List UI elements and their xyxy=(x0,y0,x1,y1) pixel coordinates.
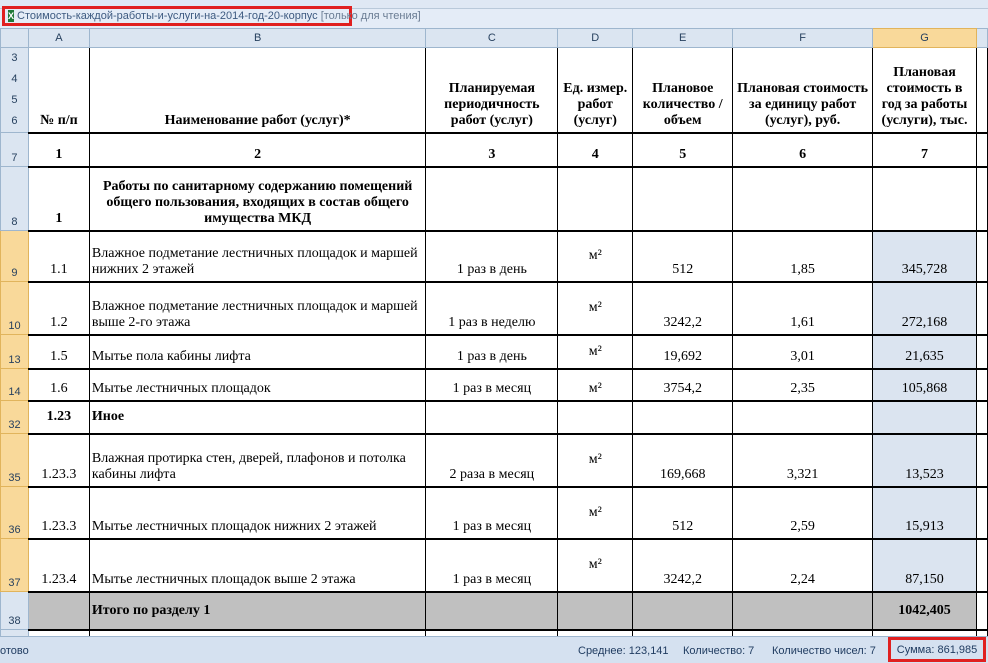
title-bar xyxy=(0,0,988,29)
work-qty[interactable]: 512 xyxy=(633,231,733,282)
work-unit[interactable]: м² xyxy=(558,369,633,401)
total-value[interactable]: 1042,405 xyxy=(873,592,977,630)
work-unit[interactable]: м² xyxy=(558,487,633,539)
work-qty[interactable]: 169,668 xyxy=(633,434,733,487)
row-header[interactable]: 36 xyxy=(1,487,29,539)
work-price[interactable]: 1,61 xyxy=(733,282,873,335)
workbook-name: Стоимость-каждой-работы-и-услуги-на-2014-год-20-корпус xyxy=(17,10,318,22)
row-header[interactable]: 10 xyxy=(1,282,29,335)
header-name[interactable]: Наименование работ (услуг)* xyxy=(89,48,425,133)
work-price[interactable]: 3,321 xyxy=(733,434,873,487)
col-number[interactable]: 1 xyxy=(28,133,89,167)
work-unit[interactable]: м² xyxy=(558,539,633,592)
header-unit[interactable]: Ед. измер. работ (услуг) xyxy=(558,48,633,133)
row-header[interactable]: 37 xyxy=(1,539,29,592)
col-number[interactable]: 3 xyxy=(426,133,558,167)
status-bar xyxy=(0,636,988,663)
row-header[interactable]: 9 xyxy=(1,231,29,282)
work-price[interactable]: 3,01 xyxy=(733,335,873,369)
work-total[interactable]: 15,913 xyxy=(873,487,977,539)
work-qty[interactable]: 19,692 xyxy=(633,335,733,369)
row-num[interactable]: 1.6 xyxy=(28,369,89,401)
spreadsheet-grid[interactable] xyxy=(0,28,988,636)
status-average: Среднее: 123,141 xyxy=(578,645,669,657)
row-header[interactable]: 7 xyxy=(1,133,29,167)
other-num[interactable]: 1.23 xyxy=(28,401,89,434)
work-total[interactable]: 272,168 xyxy=(873,282,977,335)
col-header-g[interactable]: G xyxy=(873,29,977,48)
work-price[interactable]: 2,59 xyxy=(733,487,873,539)
work-period[interactable]: 1 раз в неделю xyxy=(426,282,558,335)
col-header-h[interactable] xyxy=(976,29,987,48)
row-header[interactable]: 35 xyxy=(1,434,29,487)
work-unit[interactable]: м² xyxy=(558,434,633,487)
row-header[interactable]: 13 xyxy=(1,335,29,369)
section-title[interactable]: Работы по санитарному содержанию помещений общего пользования, входящих в состав общего имущества МКД xyxy=(89,167,425,231)
row-num[interactable]: 1.23.4 xyxy=(28,539,89,592)
work-period[interactable]: 1 раз в день xyxy=(426,335,558,369)
work-unit[interactable]: м² xyxy=(558,335,633,369)
work-period[interactable]: 1 раз в месяц xyxy=(426,487,558,539)
work-period[interactable]: 1 раз в день xyxy=(426,231,558,282)
row-header[interactable]: 14 xyxy=(1,369,29,401)
work-name[interactable]: Мытье лестничных площадок xyxy=(89,369,425,401)
work-name[interactable]: Мытье пола кабины лифта xyxy=(89,335,425,369)
section-num[interactable]: 1 xyxy=(28,167,89,231)
row-num[interactable]: 1.5 xyxy=(28,335,89,369)
header-num[interactable]: № п/п xyxy=(28,48,89,133)
col-header-b[interactable]: B xyxy=(89,29,425,48)
work-name[interactable]: Мытье лестничных площадок выше 2 этажа xyxy=(89,539,425,592)
work-total[interactable]: 105,868 xyxy=(873,369,977,401)
row-num[interactable]: 1.1 xyxy=(28,231,89,282)
work-name[interactable]: Мытье лестничных площадок нижних 2 этажей xyxy=(89,487,425,539)
col-number[interactable]: 2 xyxy=(89,133,425,167)
work-price[interactable]: 1,85 xyxy=(733,231,873,282)
work-total[interactable]: 87,150 xyxy=(873,539,977,592)
status-number-count: Количество чисел: 7 xyxy=(772,645,876,657)
work-price[interactable]: 2,24 xyxy=(733,539,873,592)
work-name[interactable]: Влажное подметание лестничных площадок и маршей выше 2-го этажа xyxy=(89,282,425,335)
col-number[interactable]: 4 xyxy=(558,133,633,167)
work-period[interactable]: 1 раз в месяц xyxy=(426,369,558,401)
work-name[interactable]: Влажная протирка стен, дверей, плафонов и потолка кабины лифта xyxy=(89,434,425,487)
row-header[interactable]: 8 xyxy=(1,167,29,231)
work-qty[interactable]: 512 xyxy=(633,487,733,539)
status-sum: Сумма: 861,985 xyxy=(888,637,986,662)
col-header-f[interactable]: F xyxy=(733,29,873,48)
work-name[interactable]: Влажное подметание лестничных площадок и маршей нижних 2 этажей xyxy=(89,231,425,282)
row-header[interactable]: 38 xyxy=(1,592,29,630)
other-title[interactable]: Иное xyxy=(89,401,425,434)
work-price[interactable]: 2,35 xyxy=(733,369,873,401)
row-num[interactable]: 1.2 xyxy=(28,282,89,335)
window-title xyxy=(2,6,421,26)
work-qty[interactable]: 3242,2 xyxy=(633,539,733,592)
status-ready: отово xyxy=(0,645,29,657)
work-qty[interactable]: 3754,2 xyxy=(633,369,733,401)
header-total[interactable]: Плановая стоимость в год за работы (услуги), тыс. xyxy=(873,48,977,133)
col-header-d[interactable]: D xyxy=(558,29,633,48)
col-number[interactable]: 6 xyxy=(733,133,873,167)
work-total[interactable]: 21,635 xyxy=(873,335,977,369)
read-only-label: [только для чтения] xyxy=(320,10,421,22)
row-num[interactable]: 1.23.3 xyxy=(28,434,89,487)
col-number[interactable]: 5 xyxy=(633,133,733,167)
col-header-e[interactable]: E xyxy=(633,29,733,48)
excel-icon: X xyxy=(8,11,15,21)
row-headers-3-6[interactable]: 3 4 5 6 xyxy=(1,48,29,133)
header-qty[interactable]: Плановое количество /объем xyxy=(633,48,733,133)
work-total[interactable]: 345,728 xyxy=(873,231,977,282)
total-label[interactable]: Итого по разделу 1 xyxy=(89,592,425,630)
header-period[interactable]: Планируемая периодичность работ (услуг) xyxy=(426,48,558,133)
row-num[interactable]: 1.23.3 xyxy=(28,487,89,539)
col-header-c[interactable]: C xyxy=(426,29,558,48)
col-header-a[interactable]: A xyxy=(28,29,89,48)
header-price[interactable]: Плановая стоимость за единицу работ (услуг), руб. xyxy=(733,48,873,133)
work-period[interactable]: 2 раза в месяц xyxy=(426,434,558,487)
select-all-corner[interactable] xyxy=(1,29,29,48)
work-unit[interactable]: м² xyxy=(558,231,633,282)
work-total[interactable]: 13,523 xyxy=(873,434,977,487)
work-qty[interactable]: 3242,2 xyxy=(633,282,733,335)
col-number[interactable]: 7 xyxy=(873,133,977,167)
status-count: Количество: 7 xyxy=(683,645,755,657)
work-unit[interactable]: м² xyxy=(558,282,633,335)
row-header[interactable]: 32 xyxy=(1,401,29,434)
work-period[interactable]: 1 раз в месяц xyxy=(426,539,558,592)
